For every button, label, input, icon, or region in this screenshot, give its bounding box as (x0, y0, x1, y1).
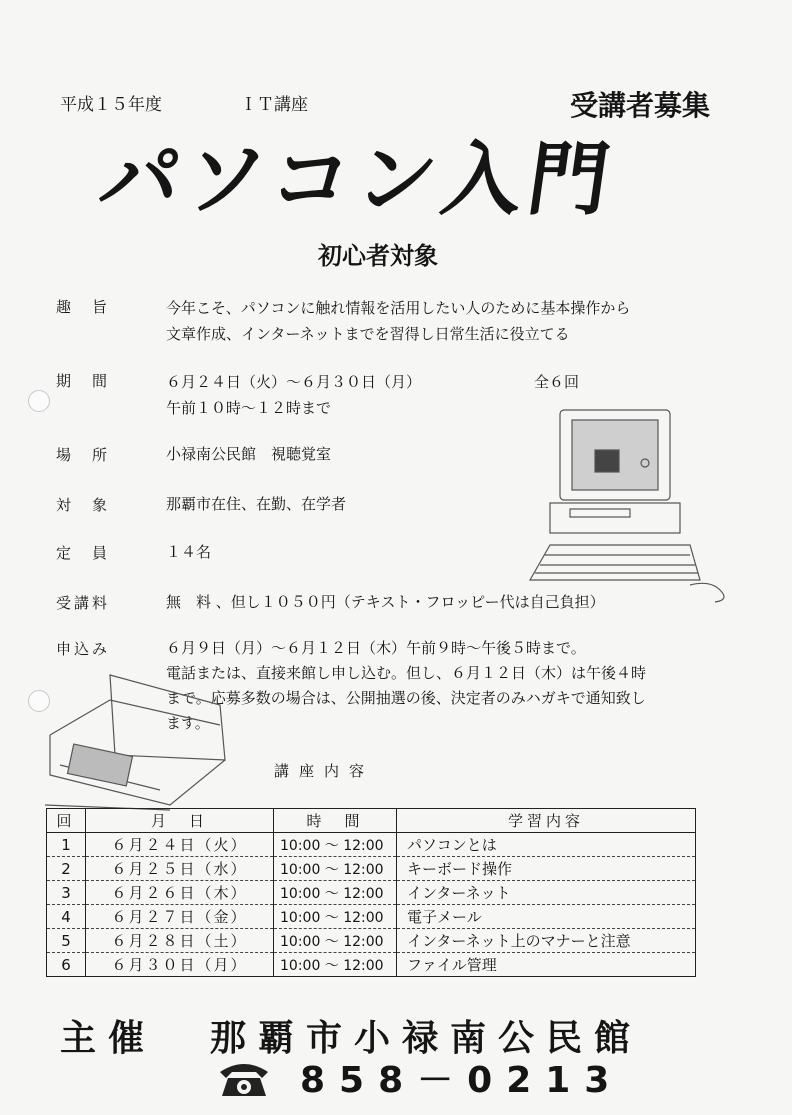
table-row (47, 929, 696, 953)
place-label: 場 所 (56, 446, 111, 464)
computer-sketch-icon (520, 405, 750, 610)
header-no: 回 (47, 809, 86, 833)
purpose-line-2: 文章作成、インターネットまでを習得し日常生活に役立てる (166, 325, 570, 343)
row-date: ６月２５日（水） (86, 857, 274, 881)
course-category: ＩＴ講座 (240, 95, 308, 115)
row-time: 10:00 ～ 12:00 (274, 857, 397, 881)
row-time: 10:00 ～ 12:00 (274, 881, 397, 905)
table-row (47, 953, 696, 977)
apply-line-4: ます。 (166, 714, 210, 732)
row-content: インターネット (397, 881, 696, 905)
row-date: ６月３０日（月） (86, 953, 274, 977)
row-time: 10:00 ～ 12:00 (274, 833, 397, 857)
capacity-label: 定 員 (56, 544, 111, 562)
period-label: 期 間 (56, 372, 111, 390)
table-row (47, 833, 696, 857)
row-no: 6 (47, 953, 86, 977)
header-time: 時 間 (274, 809, 397, 833)
purpose-line-1: 今年こそ、パソコンに触れ情報を活用したい人のために基本操作から (166, 299, 631, 317)
subtitle: 初心者対象 (318, 242, 438, 270)
row-date: ６月２７日（金） (86, 905, 274, 929)
row-content: インターネット上のマナーと注意 (397, 929, 696, 953)
fee-label: 受講料 (56, 594, 111, 612)
row-content: 電子メール (397, 905, 696, 929)
recruit-heading: 受講者募集 (570, 89, 711, 122)
row-content: キーボード操作 (397, 857, 696, 881)
row-no: 1 (47, 833, 86, 857)
punch-hole-top (28, 390, 50, 412)
row-no: 5 (47, 929, 86, 953)
row-content: ファイル管理 (397, 953, 696, 977)
row-date: ６月２８日（土） (86, 929, 274, 953)
apply-line-1: ６月９日（月）～６月１２日（木）午前９時～午後５時まで。 (166, 639, 586, 657)
table-row (47, 857, 696, 881)
target-value: 那覇市在住、在勤、在学者 (166, 495, 347, 513)
purpose-label: 趣 旨 (56, 298, 111, 316)
row-no: 3 (47, 881, 86, 905)
row-time: 10:00 ～ 12:00 (274, 953, 397, 977)
table-row (47, 881, 696, 905)
schedule-table (46, 808, 696, 977)
session-count: 全６回 (534, 373, 580, 391)
period-line-2: 午前１０時～１２時まで (166, 399, 332, 417)
table-row (47, 905, 696, 929)
telephone-icon (216, 1058, 272, 1098)
apply-label: 申込み (56, 640, 111, 658)
apply-line-3: まで。応募多数の場合は、公開抽選の後、決定者のみハガキで通知致し (166, 689, 646, 707)
fiscal-year: 平成１５年度 (60, 95, 162, 115)
row-no: 4 (47, 905, 86, 929)
main-title: パソコン入門 (93, 133, 622, 226)
apply-line-2: 電話または、直接来館し申し込む。但し、６月１２日（木）は午後４時 (166, 664, 647, 682)
header-content: 学習内容 (397, 809, 696, 833)
row-date: ６月２６日（木） (86, 881, 274, 905)
header-date: 月 日 (86, 809, 274, 833)
fee-value: 無 料 、但し１０５０円（テキスト・フロッピー代は自己負担） (166, 593, 605, 611)
phone-number: 858－0213 (300, 1060, 624, 1101)
row-no: 2 (47, 857, 86, 881)
schedule-title: 講座内容 (274, 762, 375, 780)
schedule-header-row (47, 809, 696, 833)
host-organization: 那覇市小禄南公民館 (210, 1018, 643, 1059)
row-time: 10:00 ～ 12:00 (274, 905, 397, 929)
row-date: ６月２４日（火） (86, 833, 274, 857)
printer-sketch-icon (40, 665, 240, 815)
capacity-value: １４名 (166, 543, 212, 561)
row-content: パソコンとは (397, 833, 696, 857)
place-value: 小禄南公民館 視聴覚室 (166, 445, 332, 463)
period-line-1: ６月２４日（火）～６月３０日（月） (166, 373, 422, 391)
host-label: 主催 (60, 1018, 157, 1059)
target-label: 対 象 (56, 496, 111, 514)
row-time: 10:00 ～ 12:00 (274, 929, 397, 953)
